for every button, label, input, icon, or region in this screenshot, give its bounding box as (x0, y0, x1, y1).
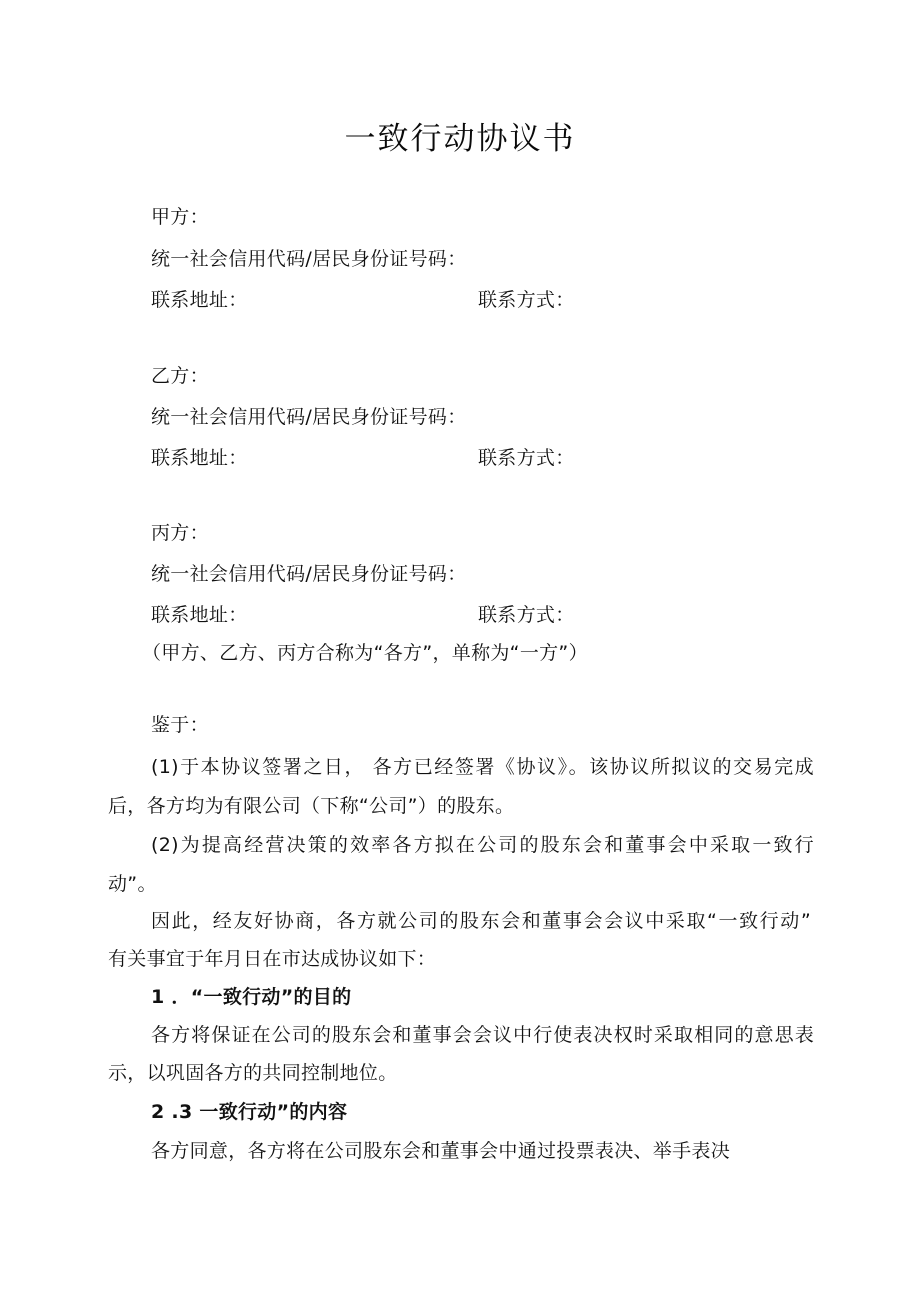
recital-1-line-1: (1)于本协议签署之日， 各方已经签署《协议》。该协议所拟议的交易完成 (151, 756, 814, 778)
section-2-line-1: 各方同意，各方将在公司股东会和董事会中通过投票表决、举手表决 (151, 1140, 731, 1162)
party-a-label: 甲方： (151, 206, 209, 228)
collective-note: （甲方、乙方、丙方合称为“各方”，单称为“一方”） (142, 642, 588, 664)
party-c-address-label: 联系地址： (151, 604, 248, 626)
party-b-address-label: 联系地址： (151, 447, 248, 469)
party-a-id-label: 统一社会信用代码/居民身份证号码： (151, 248, 467, 270)
document-title: 一致行动协议书 (344, 121, 576, 157)
whereas-label: 鉴于： (151, 714, 209, 736)
recital-2-line-2: 动”。 (108, 873, 157, 895)
recital-1-line-2: 后，各方均为有限公司（下称“公司”）的股东。 (108, 795, 515, 817)
section-1-heading: 1 ．“一致行动”的目的 (151, 986, 352, 1008)
party-c-id-label: 统一社会信用代码/居民身份证号码： (151, 563, 467, 585)
recital-2-line-1: (2)为提高经营决策的效率各方拟在公司的股东会和董事会中采取一致行 (151, 834, 814, 856)
party-c-contact-label: 联系方式： (478, 604, 575, 626)
therefore-line-2: 有关事宜于年月日在市达成协议如下： (108, 948, 437, 970)
section-1-line-2: 示，以巩固各方的共同控制地位。 (108, 1062, 398, 1084)
party-a-contact-label: 联系方式： (478, 289, 575, 311)
party-a-address-label: 联系地址： (151, 289, 248, 311)
therefore-line-1: 因此，经友好协商，各方就公司的股东会和董事会会议中采取“一致行动” (151, 910, 811, 932)
section-2-heading: 2 .3 一致行动”的内容 (151, 1101, 348, 1123)
party-b-contact-label: 联系方式： (478, 447, 575, 469)
party-b-label: 乙方： (151, 365, 209, 387)
party-b-id-label: 统一社会信用代码/居民身份证号码： (151, 406, 467, 428)
section-1-line-1: 各方将保证在公司的股东会和董事会会议中行使表决权时采取相同的意思表 (151, 1024, 814, 1046)
party-c-label: 丙方： (151, 522, 209, 544)
